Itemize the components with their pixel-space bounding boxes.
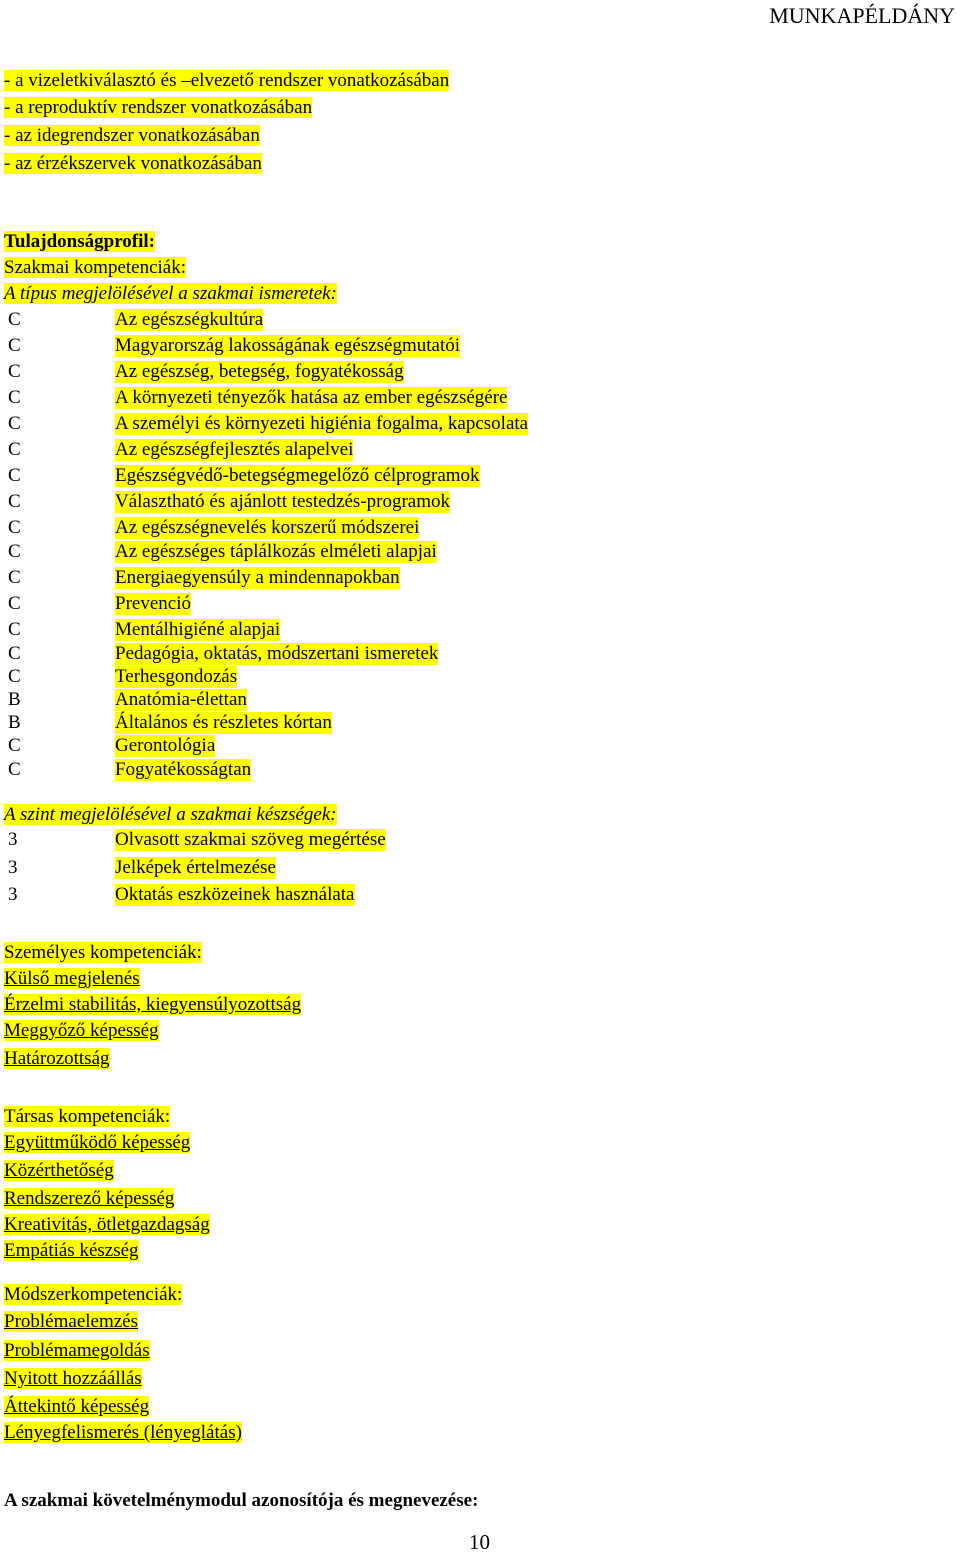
list-item: Határozottság: [4, 1048, 110, 1069]
list-item: Problémamegoldás: [4, 1340, 150, 1361]
list-item: Lényegfelismerés (lényeglátás): [4, 1422, 242, 1443]
list-item: Közérthetőség: [4, 1160, 114, 1181]
professional-heading: Szakmai kompetenciák:: [4, 257, 187, 278]
skills-heading: A szint megjelölésével a szakmai készségek:: [4, 804, 337, 825]
document-header-title: MUNKAPÉLDÁNY: [769, 3, 955, 28]
list-item: Együttműködő képesség: [4, 1132, 191, 1153]
list-item: Nyitott hozzáállás: [4, 1368, 142, 1389]
knowledge-heading: A típus megjelölésével a szakmai ismeretek:: [4, 283, 337, 304]
list-item: Külső megjelenés: [4, 968, 140, 989]
profile-title: Tulajdonságprofil:: [4, 231, 155, 252]
list-item: Érzelmi stabilitás, kiegyensúlyozottság: [4, 994, 302, 1015]
list-item: Rendszerező képesség: [4, 1188, 175, 1209]
list-item: Áttekintő képesség: [4, 1396, 150, 1417]
list-item: - az érzékszervek vonatkozásában: [4, 153, 262, 174]
personal-heading: Személyes kompetenciák:: [4, 942, 202, 963]
method-heading: Módszerkompetenciák:: [4, 1284, 183, 1305]
list-item: Problémaelemzés: [4, 1311, 139, 1332]
list-item: Empátiás készség: [4, 1240, 139, 1261]
list-item: - az idegrendszer vonatkozásában: [4, 125, 260, 146]
page-number: 10: [469, 1530, 490, 1554]
list-item: - a reproduktív rendszer vonatkozásában: [4, 97, 313, 118]
footer-heading: A szakmai követelménymodul azonosítója és megnevezése:: [4, 1490, 479, 1511]
list-item: Meggyőző képesség: [4, 1020, 159, 1041]
list-item: - a vizeletkiválasztó és –elvezető rendszer vonatkozásában: [4, 70, 450, 91]
list-item: Kreativitás, ötletgazdagság: [4, 1214, 210, 1235]
social-heading: Társas kompetenciák:: [4, 1106, 171, 1127]
